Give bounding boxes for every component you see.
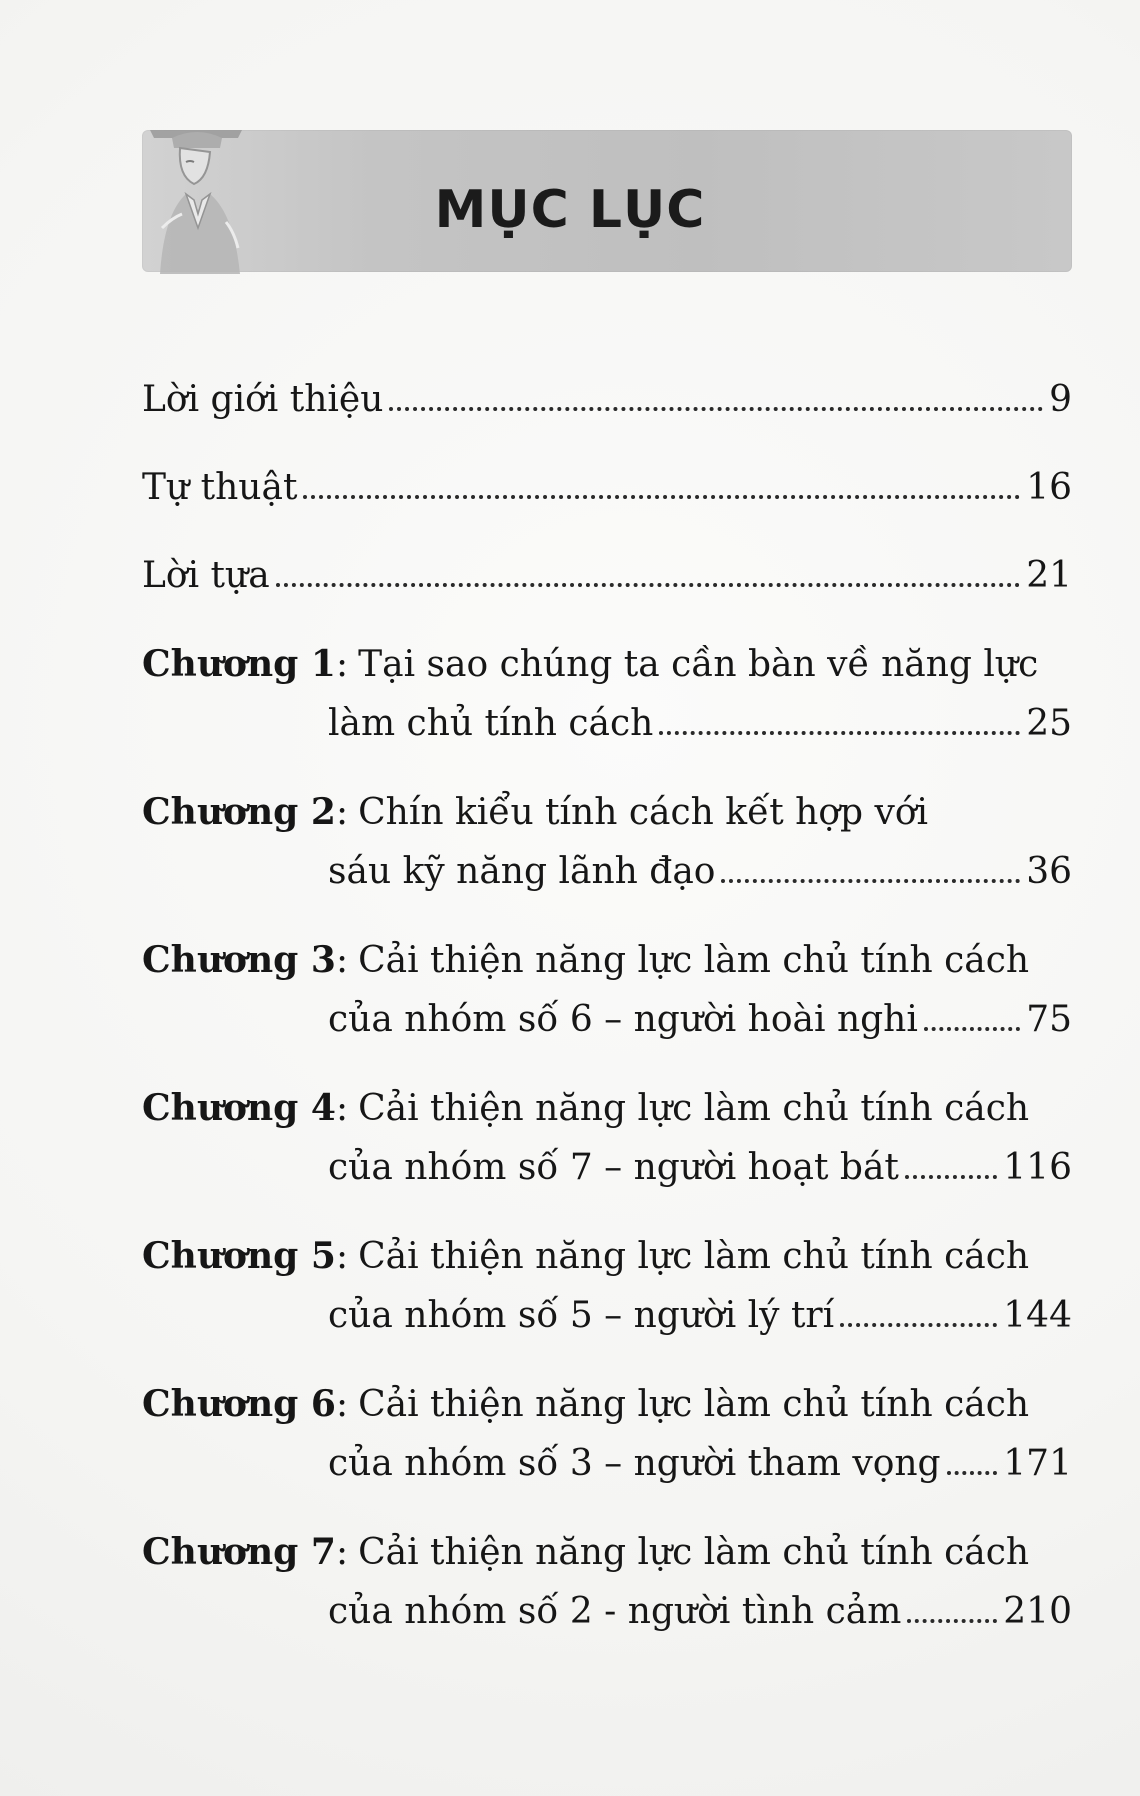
dot-leader	[276, 583, 1021, 587]
chapter-title-line2: của nhóm số 6 – người hoài nghi	[328, 999, 918, 1040]
toc-entry-chapter-2	[142, 782, 1072, 902]
toc-entry-chapter-3	[142, 930, 1072, 1050]
chapter-separator: :	[335, 792, 349, 833]
toc-entry-page: 116	[1003, 1147, 1072, 1188]
chapter-title-line1: Cải thiện năng lực làm chủ tính cách	[358, 940, 1030, 981]
dot-leader	[659, 731, 1020, 735]
page-title: MỤC LỤC	[434, 180, 706, 240]
toc-entry-chapter-5	[142, 1226, 1072, 1346]
chapter-title-line1: Cải thiện năng lực làm chủ tính cách	[358, 1088, 1030, 1129]
toc-entry-chapter-4	[142, 1078, 1072, 1198]
dot-leader	[924, 1027, 1020, 1031]
chapter-separator: :	[335, 1384, 349, 1425]
chapter-separator: :	[335, 940, 349, 981]
dot-leader	[907, 1619, 997, 1623]
chapter-title-line2: sáu kỹ năng lãnh đạo	[328, 851, 716, 892]
toc-entry-title: Tự thuật	[142, 467, 298, 508]
toc-entry-front-matter	[142, 458, 1072, 518]
chapter-title-line1: Cải thiện năng lực làm chủ tính cách	[358, 1532, 1030, 1573]
chapter-title-line1: Chín kiểu tính cách kết hợp với	[358, 792, 929, 833]
dot-leader	[721, 879, 1020, 883]
toc-entry-page: 144	[1003, 1295, 1072, 1336]
chapter-label: Chương 1	[142, 643, 336, 685]
chapter-title-line2: làm chủ tính cách	[328, 703, 654, 744]
toc-entry-page: 210	[1003, 1591, 1072, 1632]
toc-entry-page: 75	[1026, 999, 1072, 1040]
toc-entry-chapter-7	[142, 1522, 1072, 1642]
toc-entry-page: 9	[1049, 379, 1072, 420]
toc-entry-front-matter	[142, 546, 1072, 606]
chapter-separator: :	[335, 1236, 349, 1277]
chapter-title-line2: của nhóm số 5 – người lý trí	[328, 1295, 835, 1336]
chapter-label: Chương 4	[142, 1087, 336, 1129]
toc-entry-page: 21	[1026, 555, 1072, 596]
chapter-separator: :	[335, 644, 349, 685]
toc-entry-title: Lời giới thiệu	[142, 379, 384, 420]
chapter-label: Chương 2	[142, 791, 336, 833]
dot-leader	[303, 495, 1020, 499]
toc-entry-page: 16	[1026, 467, 1072, 508]
toc-entry-page: 36	[1026, 851, 1072, 892]
dot-leader	[840, 1323, 997, 1327]
chapter-separator: :	[335, 1088, 349, 1129]
toc-entry-chapter-1	[142, 634, 1072, 754]
chapter-title-line1: Tại sao chúng ta cần bàn về năng lực	[358, 644, 1039, 685]
toc-entry-front-matter	[142, 370, 1072, 430]
chapter-title-line2: của nhóm số 2 - người tình cảm	[328, 1591, 902, 1632]
chapter-label: Chương 3	[142, 939, 336, 981]
chapter-title-line1: Cải thiện năng lực làm chủ tính cách	[358, 1384, 1030, 1425]
toc-entry-page: 25	[1026, 703, 1072, 744]
toc-entry-page: 171	[1003, 1443, 1072, 1484]
chapter-separator: :	[335, 1532, 349, 1573]
chapter-title-line2: của nhóm số 3 – người tham vọng	[328, 1443, 941, 1484]
table-of-contents	[142, 370, 1072, 1670]
chapter-label: Chương 5	[142, 1235, 336, 1277]
chapter-label: Chương 6	[142, 1383, 336, 1425]
dot-leader	[389, 407, 1043, 411]
dot-leader	[905, 1175, 997, 1179]
dot-leader	[947, 1471, 998, 1475]
chapter-title-line1: Cải thiện năng lực làm chủ tính cách	[358, 1236, 1030, 1277]
toc-entry-chapter-6	[142, 1374, 1072, 1494]
toc-entry-title: Lời tựa	[142, 555, 270, 596]
chapter-label: Chương 7	[142, 1531, 336, 1573]
chapter-title-line2: của nhóm số 7 – người hoạt bát	[328, 1147, 899, 1188]
